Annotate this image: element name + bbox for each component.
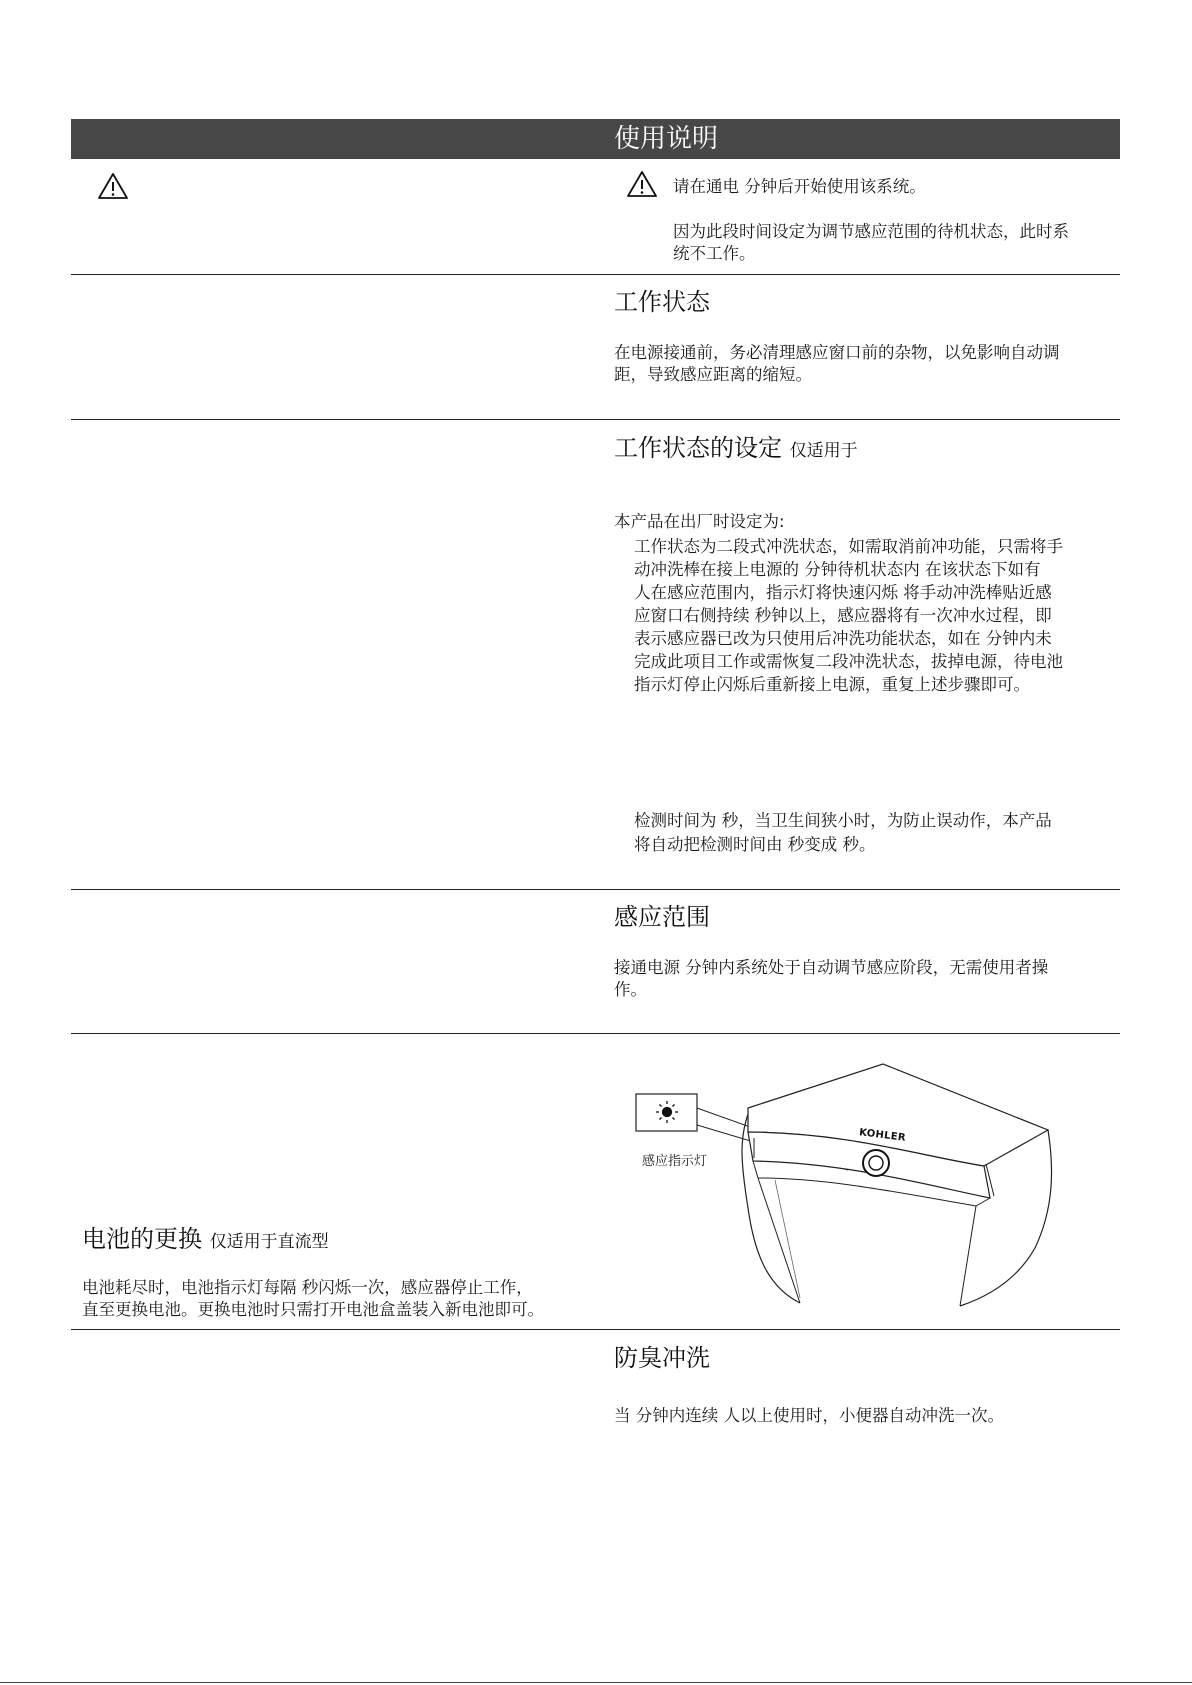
section-divider — [71, 889, 1120, 890]
section-heading-status-setting — [614, 433, 858, 466]
brand-logo: KOHLER — [858, 1127, 907, 1144]
paragraph-line: 当 分钟内连续 人以上使用时，小便器自动冲洗一次。 — [614, 1406, 1004, 1425]
sensor-diagram — [630, 1058, 1080, 1308]
heading-text: 电池的更换 — [82, 1225, 202, 1253]
paragraph-line: 工作状态为二段式冲洗状态，如需取消前冲功能，只需将手 — [634, 537, 1063, 556]
paragraph-line: 在电源接通前，务必清理感应窗口前的杂物，以免影响自动调 — [614, 343, 1060, 362]
heading-subtext: 仅适用于 — [789, 441, 858, 461]
notice-line: 统不工作。 — [673, 244, 756, 263]
page-title: 使用说明 — [614, 124, 719, 154]
page-bottom-edge — [0, 1682, 1192, 1683]
paragraph-line: 作。 — [614, 980, 647, 999]
section-heading-battery — [82, 1224, 329, 1257]
section-divider — [71, 1329, 1120, 1330]
section-divider — [71, 419, 1120, 420]
paragraph-line: 电池耗尽时，电池指示灯每隔 秒闪烁一次，感应器停止工作， — [82, 1278, 533, 1297]
warning-icon — [626, 170, 658, 198]
notice-line: 请在通电 分钟后开始使用该系统。 — [673, 177, 926, 196]
paragraph-intro: 本产品在出厂时设定为: — [614, 512, 785, 531]
paragraph-line: 距，导致感应距离的缩短。 — [614, 365, 812, 384]
paragraph-line: 检测时间为 秒，当卫生间狭小时，为防止误动作，本产品 — [634, 811, 1052, 830]
section-heading-working-status: 工作状态 — [614, 288, 710, 316]
paragraph-line: 接通电源 分钟内系统处于自动调节感应阶段，无需使用者操 — [614, 958, 1049, 977]
heading-subtext: 仅适用于直流型 — [209, 1232, 329, 1252]
header-bar — [71, 119, 1120, 159]
paragraph-line: 直至更换电池。更换电池时只需打开电池盒盖装入新电池即可。 — [82, 1300, 544, 1319]
section-heading-odor-flush: 防臭冲洗 — [614, 1344, 710, 1372]
paragraph-line: 表示感应器已改为只使用后冲洗功能状态，如在 分钟内未 — [634, 629, 1052, 648]
paragraph-line: 指示灯停止闪烁后重新接上电源，重复上述步骤即可。 — [634, 675, 1030, 694]
indicator-label: 感应指示灯 — [642, 1154, 708, 1169]
section-heading-sensing-range: 感应范围 — [614, 903, 710, 931]
paragraph-line: 应窗口右侧持续 秒钟以上，感应器将有一次冲水过程，即 — [634, 606, 1052, 625]
paragraph-line: 人在感应范围内，指示灯将快速闪烁 将手动冲洗棒贴近感 — [634, 583, 1052, 602]
warning-icon — [97, 172, 129, 200]
section-divider — [71, 274, 1120, 275]
paragraph-line: 完成此项目工作或需恢复二段冲洗状态，拔掉电源，待电池 — [634, 652, 1063, 671]
paragraph-line: 将自动把检测时间由 秒变成 秒。 — [634, 835, 876, 854]
notice-line: 因为此段时间设定为调节感应范围的待机状态，此时系 — [673, 222, 1069, 241]
section-divider — [71, 1033, 1120, 1034]
paragraph-line: 动冲洗棒在接上电源的 分钟待机状态内 在该状态下如有 — [634, 560, 1041, 579]
heading-text: 工作状态的设定 — [614, 434, 782, 462]
